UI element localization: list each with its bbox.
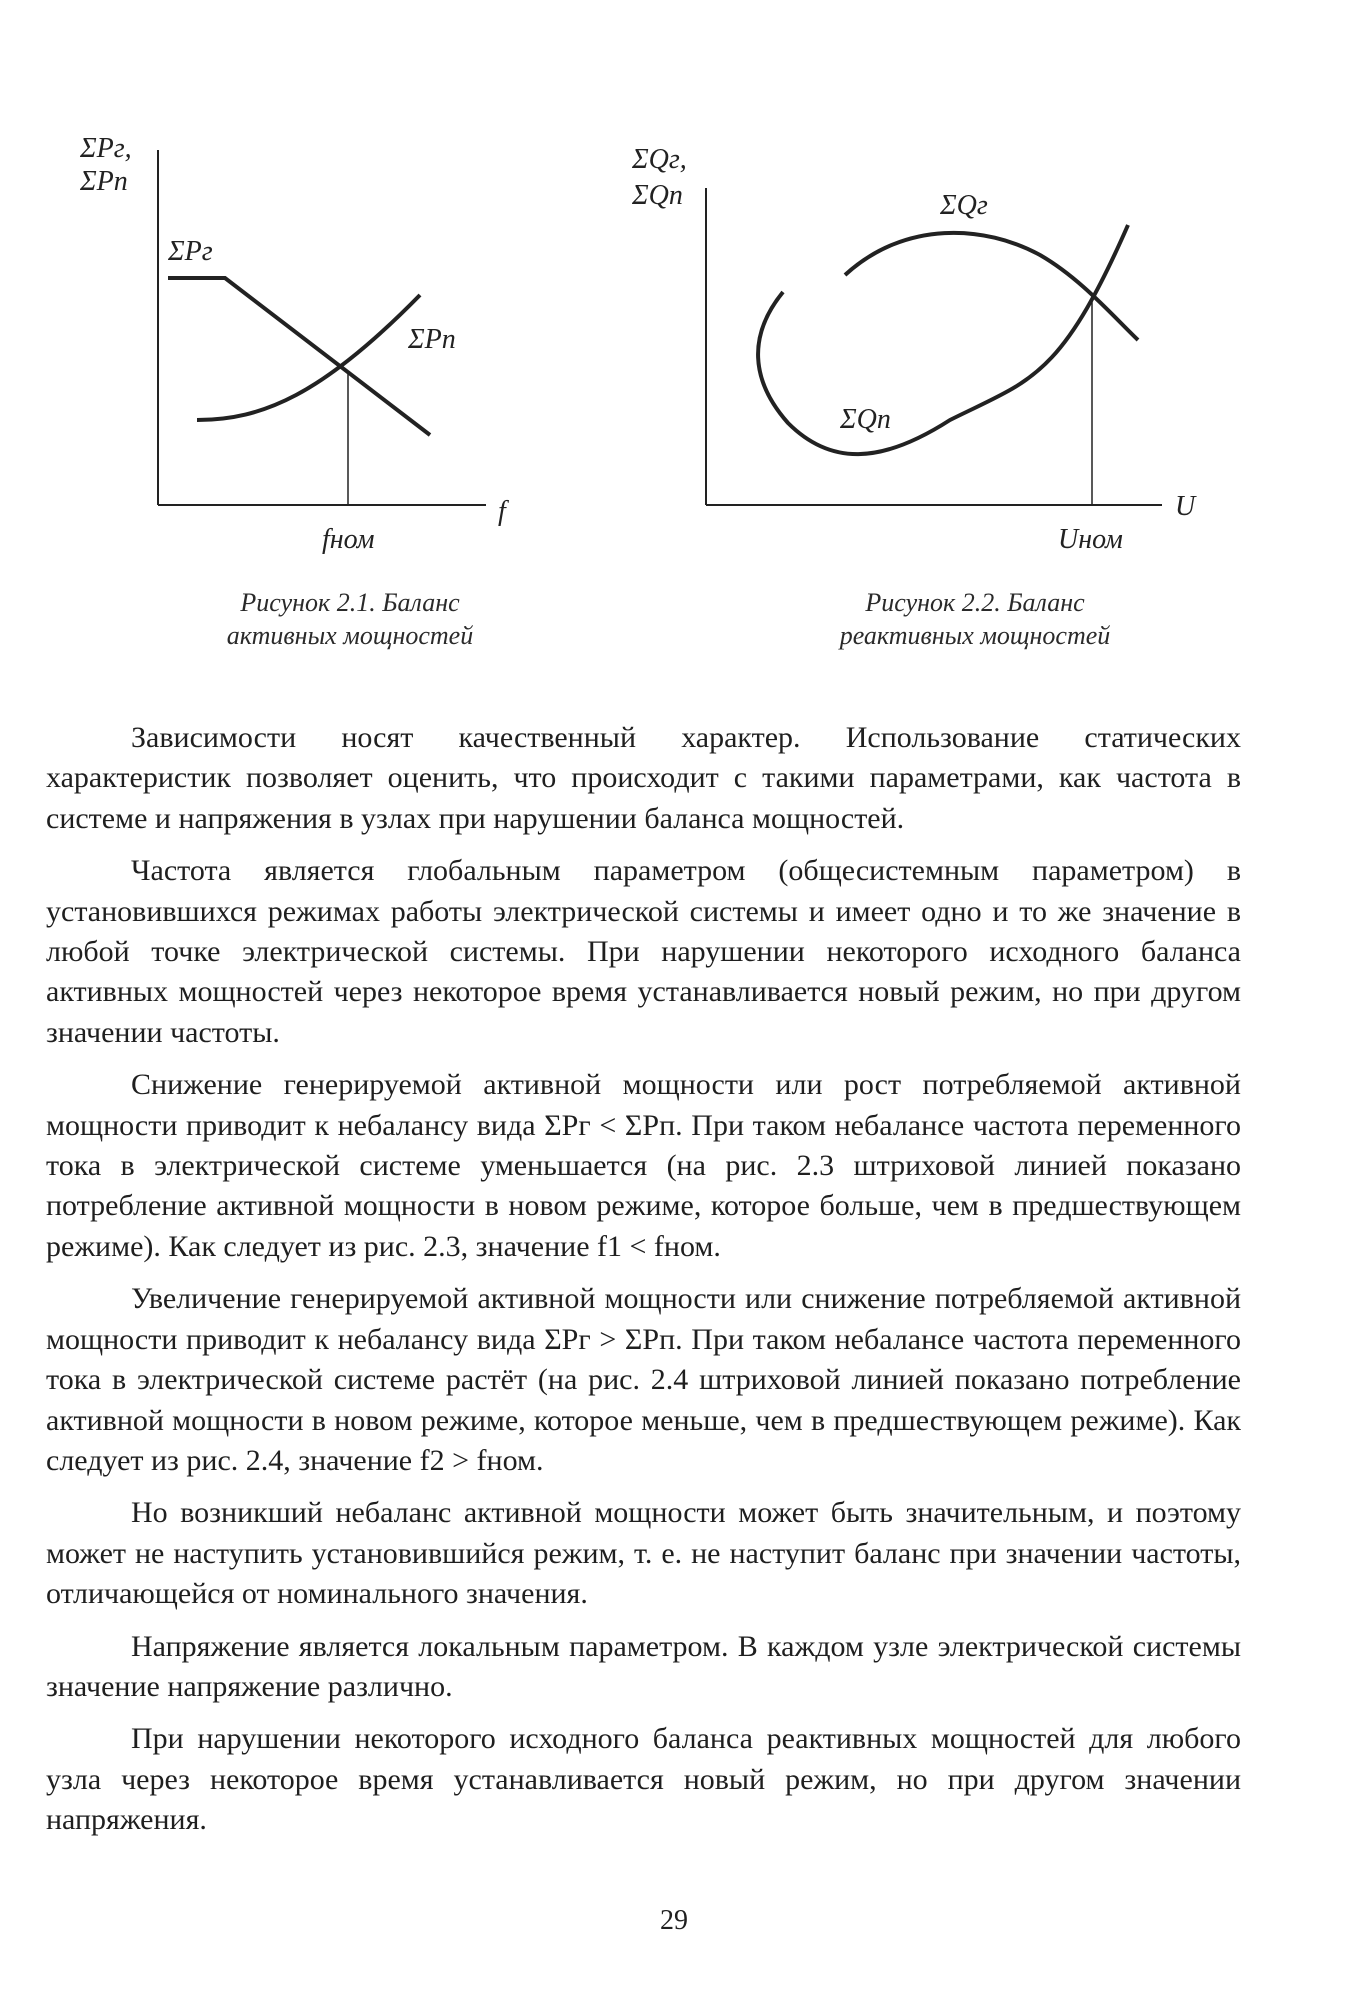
fig2-generation-curve xyxy=(845,233,1138,340)
fig1-gen-label: ΣPг xyxy=(168,236,213,267)
page-number: 29 xyxy=(660,1905,688,1936)
paragraph-4: Увеличение генерируемой активной мощности или снижение потребляемой активной мощности приводит к небалансу вида ΣPг > ΣPп. При таком небалансе частота переменного тока в электрической системе растёт (на рис. 2.4 штриховой линией показано потребление активной мощности в новом режиме, которое меньше, чем в предшествующем режиме). Как следует из рис. 2.4, значение f2 > fном. xyxy=(46,1282,1241,1477)
figure-2-svg xyxy=(0,0,1348,600)
fig1-y-label-1: ΣPг, xyxy=(80,133,132,164)
paragraph-2: Частота является глобальным параметром (общесистемным параметром) в установившихся режимах работы электрической системы и имеет одно и то же значение в любой точке электрической системы. При нарушении некоторого исходного баланса активных мощностей через некоторое время устанавливается новый режим, но при другом значении частоты. xyxy=(46,854,1241,1049)
fig2-load-label: ΣQп xyxy=(840,404,891,435)
fig1-x-marker-label: fном xyxy=(322,524,375,555)
paragraph-5: Но возникший небаланс активной мощности может быть значительным, и поэтому может не наступить установившийся режим, т. е. не наступит баланс при значении частоты, отличающейся от номинального значения. xyxy=(46,1496,1241,1611)
paragraph-6: Напряжение является локальным параметром. В каждом узле электрической системы значение напряжение различно. xyxy=(46,1629,1241,1703)
paragraph-7: При нарушении некоторого исходного баланса реактивных мощностей для любого узла через некоторое время устанавливается новый режим, но при другом значении напряжения. xyxy=(46,1722,1241,1837)
fig1-y-label-2: ΣPп xyxy=(80,166,128,197)
body-text xyxy=(46,718,1241,1841)
fig2-y-label-2: ΣQп xyxy=(632,180,683,211)
fig2-y-label-1: ΣQг, xyxy=(632,144,687,175)
figure-2-caption xyxy=(780,586,1170,652)
fig1-load-label: ΣPп xyxy=(408,324,456,355)
figure-2-caption-line-1: Рисунок 2.2. Баланс xyxy=(865,588,1085,617)
paragraph-1: Зависимости носят качественный характер. Использование статических характеристик позволяет оценить, что происходит с такими параметрами, как частота в системе и напряжения в узлах при нарушении баланса мощностей. xyxy=(46,721,1241,835)
fig1-x-label: f xyxy=(498,496,506,527)
fig2-load-curve xyxy=(758,225,1128,454)
fig2-x-marker-label: Uном xyxy=(1058,524,1123,555)
fig2-x-label: U xyxy=(1175,491,1196,522)
figure-1-caption-line-1: Рисунок 2.1. Баланс xyxy=(240,588,460,617)
figure-2-caption-line-2: реактивных мощностей xyxy=(839,621,1111,650)
figure-1-caption-line-2: активных мощностей xyxy=(226,621,474,650)
figure-reactive-power-balance xyxy=(0,0,1348,600)
paragraph-3: Снижение генерируемой активной мощности или рост потребляемой активной мощности приводит к небалансу вида ΣPг < ΣPп. При таком небалансе частота переменного тока в электрической системе уменьшается (на рис. 2.3 штриховой линией показано потребление активной мощности в новом режиме, которое больше, чем в предшествующем режиме). Как следует из рис. 2.3, значение f1 < fном. xyxy=(46,1068,1241,1263)
fig2-gen-label: ΣQг xyxy=(940,190,988,221)
